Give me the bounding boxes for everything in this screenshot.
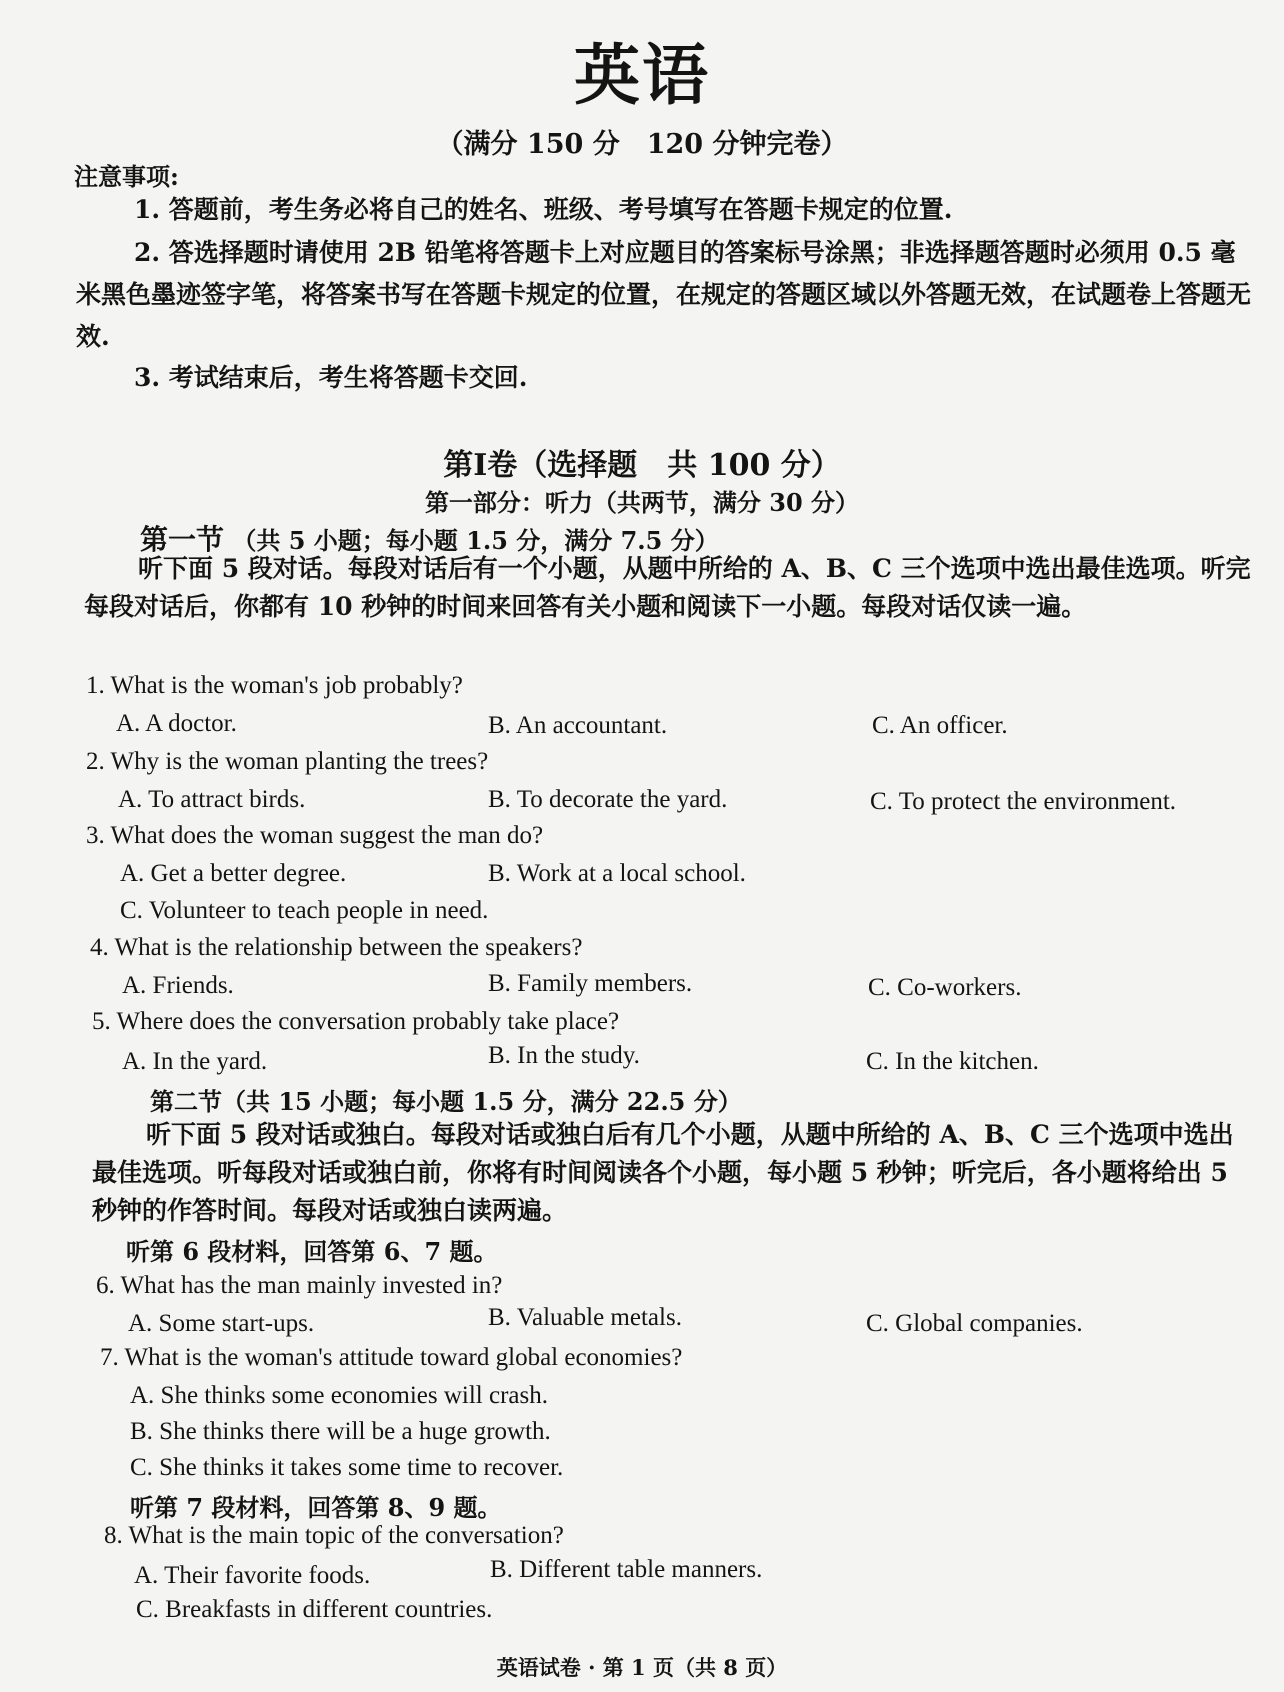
section1-score: （共 5 小题；每小题 1.5 分，满分 7.5 分） (232, 526, 719, 555)
q8-option-b: B. Different table manners. (490, 1556, 763, 1583)
q7-option-c: C. She thinks it takes some time to recover. (130, 1454, 564, 1481)
notice-item-1: 1. 答题前，考生务必将自己的姓名、班级、考号填写在答题卡规定的位置. (134, 195, 953, 224)
notice-heading: 注意事项: (74, 162, 179, 191)
q4-option-b: B. Family members. (488, 970, 693, 997)
page-title: 英语 (574, 36, 710, 114)
question-6: 6. What has the man mainly invested in? (96, 1272, 503, 1299)
q8-option-a: A. Their favorite foods. (134, 1562, 371, 1589)
q2-option-b: B. To decorate the yard. (488, 786, 728, 813)
page-footer: 英语试卷 · 第 1 页（共 8 页） (496, 1655, 788, 1680)
q7-option-b: B. She thinks there will be a huge growth. (130, 1418, 551, 1445)
q4-option-a: A. Friends. (122, 972, 234, 999)
section2-instruction: 听下面 5 段对话或独白。每段对话或独白后有几个小题，从题中所给的 A、B、C 三个选项中选出最佳选项。听每段对话或独白前，你将有时间阅读各个小题，每小题 5 秒钟；听完后，各小题将给出 5 秒钟的作答时间。每段对话或独白读两遍。 (92, 1120, 1234, 1225)
q3-option-a: A. Get a better degree. (120, 860, 347, 887)
q1-option-c: C. An officer. (872, 712, 1008, 739)
q5-option-a: A. In the yard. (122, 1048, 268, 1075)
q6-option-a: A. Some start-ups. (128, 1310, 315, 1337)
listen-material-7: 听第 7 段材料，回答第 8、9 题。 (130, 1493, 502, 1522)
q2-option-a: A. To attract birds. (118, 786, 306, 813)
question-5: 5. Where does the conversation probably take place? (92, 1008, 620, 1035)
part-title: 第一部分：听力（共两节，满分 30 分） (424, 488, 860, 517)
q7-option-a: A. She thinks some economies will crash. (130, 1382, 548, 1409)
question-2: 2. Why is the woman planting the trees? (86, 748, 489, 775)
question-3: 3. What does the woman suggest the man do? (86, 822, 544, 849)
volume-title: 第Ⅰ卷（选择题 共 100 分） (443, 448, 841, 483)
q6-option-c: C. Global companies. (866, 1310, 1083, 1337)
exam-score-time: （满分 150 分 120 分钟完卷） (436, 129, 848, 160)
q1-option-b: B. An accountant. (488, 712, 668, 739)
question-7: 7. What is the woman's attitude toward global economies? (100, 1344, 683, 1371)
section1-instruction: 听下面 5 段对话。每段对话后有一个小题，从题中所给的 A、B、C 三个选项中选出最佳选项。听完每段对话后，你都有 10 秒钟的时间来回答有关小题和阅读下一小题。每段对话仅读一遍。 (84, 554, 1251, 621)
q3-option-b: B. Work at a local school. (488, 860, 746, 887)
question-4: 4. What is the relationship between the speakers? (90, 934, 583, 961)
question-8: 8. What is the main topic of the conversation? (104, 1522, 564, 1549)
question-1: 1. What is the woman's job probably? (86, 672, 463, 699)
q5-option-b: B. In the study. (488, 1042, 640, 1069)
notice-item-3: 3. 考试结束后，考生将答题卡交回. (134, 363, 528, 392)
q4-option-c: C. Co-workers. (868, 974, 1022, 1001)
section1-label: 第一节 (140, 523, 225, 556)
section2-heading: 第二节（共 15 小题；每小题 1.5 分，满分 22.5 分） (150, 1087, 742, 1116)
notice-item-2: 2. 答选择题时请使用 2B 铅笔将答题卡上对应题目的答案标号涂黑；非选择题答题时必须用 0.5 毫米黑色墨迹签字笔，将答案书写在答题卡规定的位置，在规定的答题区域以外答题无效，在试题卷上答题无效. (76, 238, 1252, 351)
q1-option-a: A. A doctor. (116, 710, 237, 737)
q3-option-c: C. Volunteer to teach people in need. (120, 897, 489, 924)
q5-option-c: C. In the kitchen. (866, 1048, 1039, 1075)
q6-option-b: B. Valuable metals. (488, 1304, 682, 1331)
q8-option-c: C. Breakfasts in different countries. (136, 1596, 493, 1623)
listen-material-6: 听第 6 段材料，回答第 6、7 题。 (126, 1237, 498, 1266)
q2-option-c: C. To protect the environment. (870, 788, 1177, 815)
